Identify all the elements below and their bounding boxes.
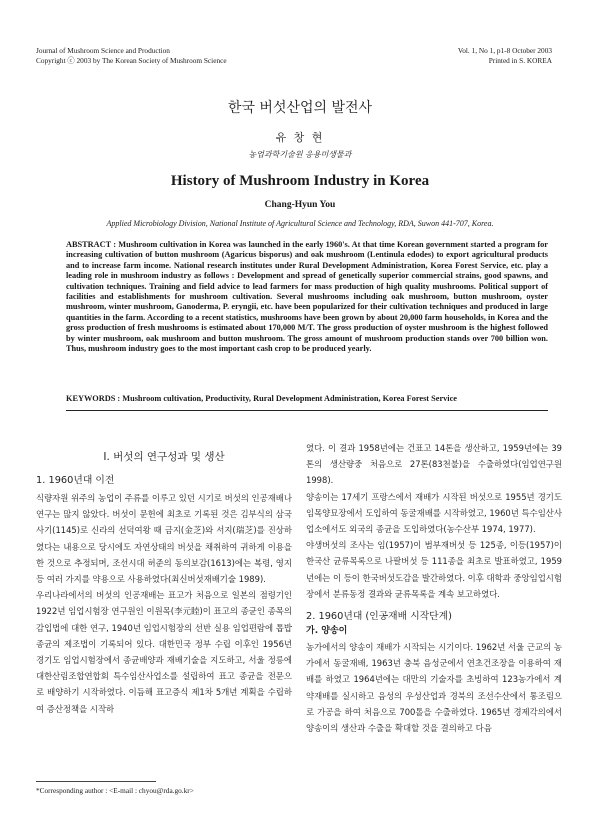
journal-name: Journal of Mushroom Science and Production xyxy=(36,46,170,55)
keywords-text: Mushroom cultivation, Productivity, Rural Development Administration, Korea Forest Service xyxy=(122,394,457,403)
keywords xyxy=(66,394,548,403)
left-column xyxy=(36,450,292,717)
title-english: History of Mushroom Industry in Korea xyxy=(170,173,430,189)
keywords-label: KEYWORDS : xyxy=(66,394,121,403)
divider xyxy=(66,410,548,411)
abstract xyxy=(66,240,548,354)
issue-header xyxy=(458,46,552,66)
affiliation-korean: 농업과학기술원 응용미생물과 xyxy=(248,150,352,159)
abstract-label: ABSTRACT : xyxy=(66,240,117,249)
right-column xyxy=(306,440,562,736)
issue-info: Vol. 1, No 1, p1-8 October 2003 xyxy=(457,46,552,55)
paragraph: 우리나라에서의 버섯의 인공재배는 표고가 처음으로 일본의 점령기인 1922년 임업시험장 연구원인 이원목(李元睦)이 표고의 종균인 종목의 감입법에 대한 연구, 1940년 임업시험장의 선반 실용 임업편람에 톱밥종균의 제조법이 기록되어 있다. 대한민국 정부 수립 이후인 1956년 경기도 임업시험장에서 종균배양과 재배기술을 지도하고, 서울 정릉에 대한산림조합연합회 특수임산사업소를 설립하여 표고 종균을 전문으로 배양하기 시작하였다. 이듬해 표고증식 제1차 5개년 계획을 수립하여 증산정책을 시작하 xyxy=(36,590,292,714)
paragraph: 였다. 이 결과 1958년에는 건표고 14톤을 생산하고, 1959년에는 39톤의 생산량중 처음으로 27톤(83천불)을 수출하였다(임업연구원 1998). xyxy=(306,443,562,486)
subsubsection-heading: 가. 양송이 xyxy=(306,626,348,637)
subsection-heading: 2. 1960년대 (인공재배 시작단계) xyxy=(306,611,452,623)
subsection-heading: 1. 1960년대 이전 xyxy=(36,475,115,486)
section-heading: Ⅰ. 버섯의 연구성과 및 생산 xyxy=(103,451,225,463)
footnote: *Corresponding author : <E-mail : chyou@rda.go.kr> xyxy=(36,786,194,795)
affiliation-english: Applied Microbiology Division, National Institute of Agricultural Science and Technology, RDA, Suwon 441-707, Korea. xyxy=(106,219,494,228)
author-english: Chang-Hyun You xyxy=(264,200,336,210)
paragraph: 야생버섯의 조사는 임(1957)이 범부재버섯 등 125종, 이등(1957)이 한국산 균류목록으로 나팔버섯 등 111종을 최초로 발표하였고, 1959년에는 이 등이 한국버섯도감을 발간하였다. 이후 대학과 중앙임업시험장에서 분류동정 결과와 균류목록을 계속 보고하였다. xyxy=(306,540,562,599)
paragraph: 식량자원 위주의 농업이 주류를 이루고 있던 시기로 버섯의 인공재배나 연구는 많지 않았다. 버섯이 문헌에 최초로 기록된 것은 김부식의 삼국사기(1145)로 신라의 선덕여왕 때 금지(金芝)와 서지(瑞芝)를 진상하였다는 내용으로 당시에도 자연상태의 버섯을 채취하여 귀하게 이용을 한 것으로 추정되며, 조선시대 허준의 동의보감(1613)에는 복령, 영지 등 여러 가지를 약용으로 사용하였다(최신버섯재배기술 1989). xyxy=(36,493,292,585)
copyright: Copyright ⓒ 2003 by The Korean Society of Mushroom Science xyxy=(36,56,227,65)
paragraph: 농가에서의 양송이 재배가 시작되는 시기이다. 1962년 서울 근교의 농가에서 동굴재배, 1963년 충북 음성군에서 연초건조장을 이용하여 재배를 하였고 1964년에는 대만의 기술자를 초빙하여 123농가에서 계약재배를 실시하고 음성의 우성산업과 경북의 조선수산에서 통조림으로 가공을 하여 처음으로 700톨을 수출하였다. 1965년 경제각의에서 양송이의 생산과 수출을 확대할 것을 결의하고 다음 xyxy=(306,642,562,734)
printed-in: Printed in S. KOREA xyxy=(488,56,552,65)
journal-header xyxy=(36,46,227,66)
footnote-divider xyxy=(36,781,156,782)
author-korean: 유 창 현 xyxy=(275,131,325,144)
abstract-text: Mushroom cultivation in Korea was launched in the early 1960's. At that time Korean government started a program for increasing cultivation of button mushroom (Agaricus bisporus) and oak mushroom (Lentinula edodes) to export agricultural products and to increase farm income. National research institutes under Rural Development Administration, Korea Forest Service, etc. play a leading role in mushroom industry as follows : Development and spread of genetically superior commercial strains, good spawns, and cultivation techniques. Training and field advice to lead farmers for mass production of high quality mushrooms. Political support of facilities and establishments for mushroom cultivation. Several mushrooms including oak mushroom, button mushroom, oyster mushroom, winter mushroom, Ganoderma, P. eryngii, etc. have been popularized for their cultivation techniques and produced in large quantities in the farm. According to a recent statistics, mushrooms have been grown by about 20,000 farm households, in Korea and the gross production of fresh mushrooms is estimated about 170,000 M/T. The gross production of oyster mushroom is the highest followed by winter mushroom, oak mushroom and button mushroom. The gross amount of mushroom production stands over 700 billion won. Thus, mushroom industry goes to the most important cash crop to be produced yearly. xyxy=(66,240,548,354)
paragraph: 양송이는 17세기 프랑스에서 재배가 시작된 버섯으로 1955년 경기도 임목양묘장에서 도입하여 동굴재배를 시작하였고, 1960년 특수임산사업소에서도 외국의 종균을 도입하였다(농수산부 1974, 1977). xyxy=(306,491,562,535)
title-korean: 한국 버섯산업의 발전사 xyxy=(227,100,373,116)
